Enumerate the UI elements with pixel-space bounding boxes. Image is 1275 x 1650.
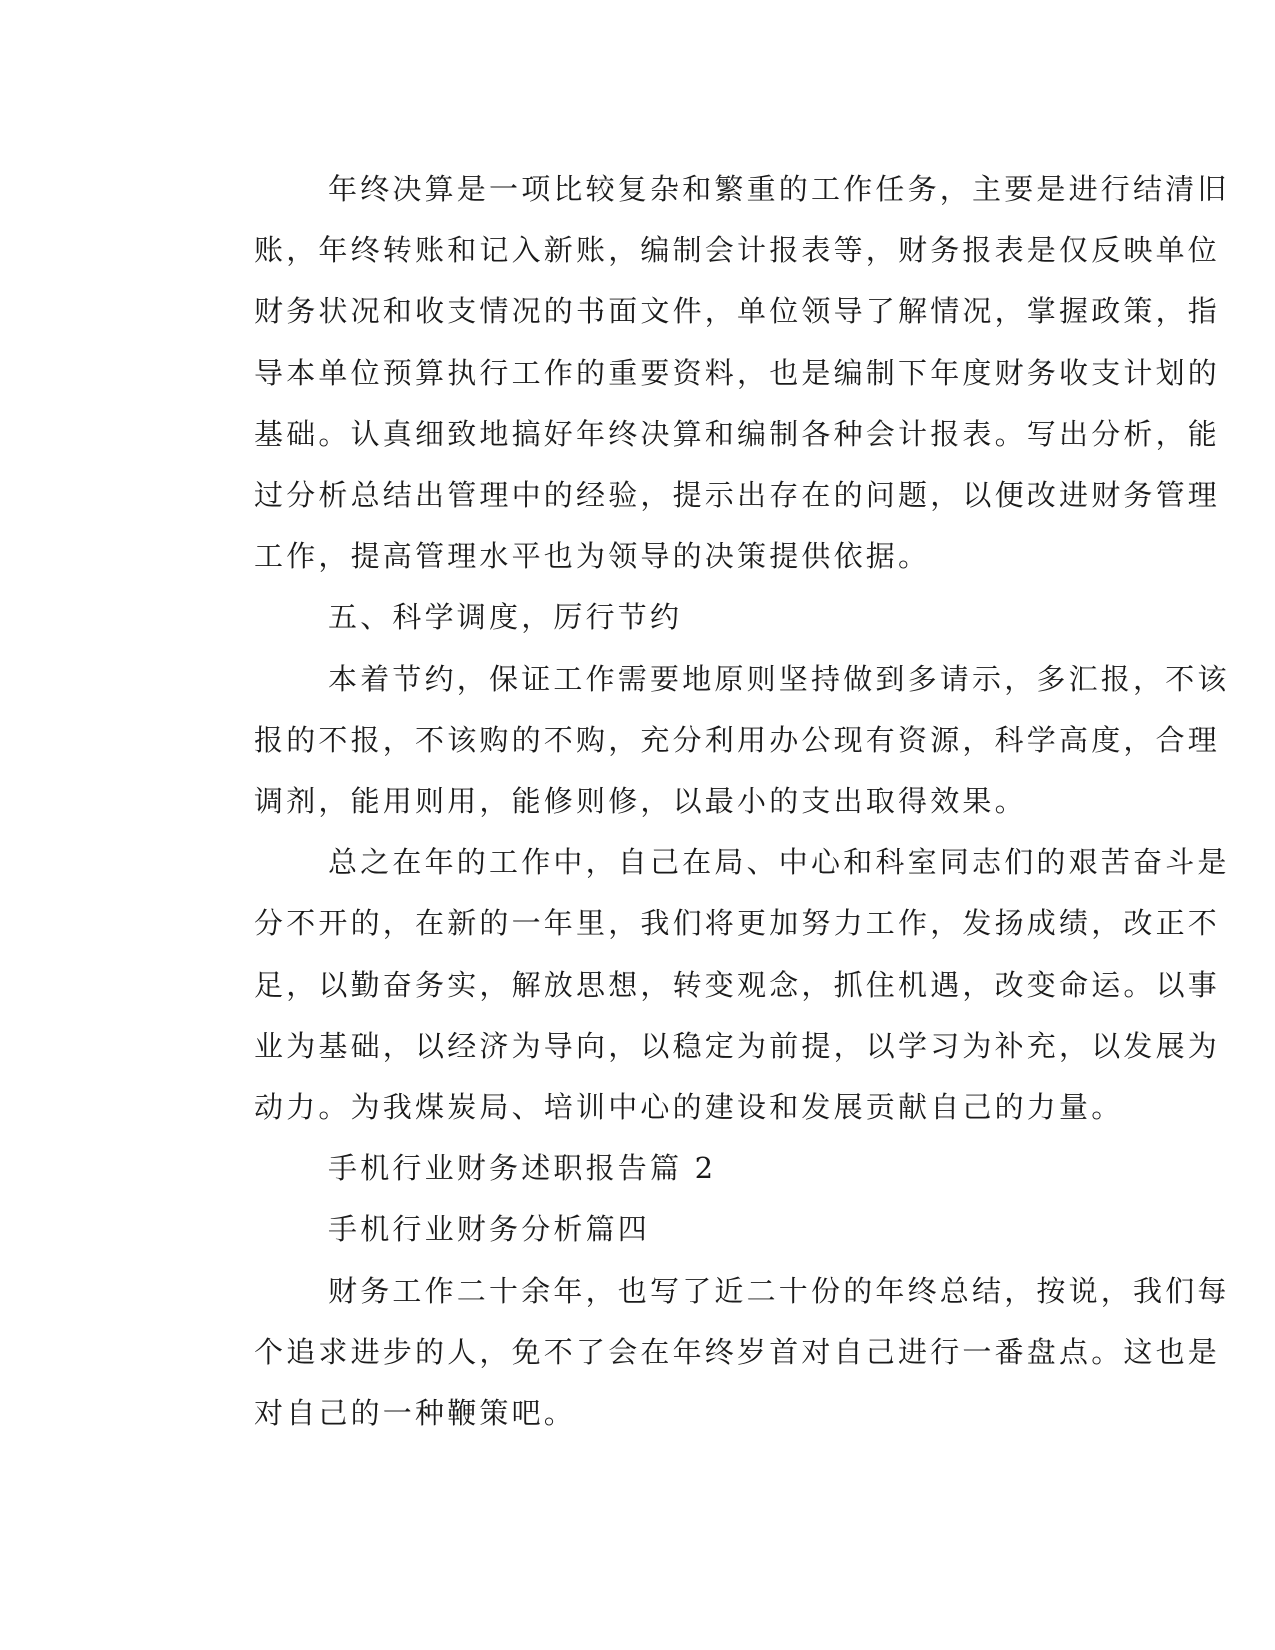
text-line: 手机行业财务分析篇四 (328, 1212, 651, 1247)
paragraph-twenty-years (190, 1261, 1230, 1445)
section-title-analysis-4 (190, 1199, 1070, 1260)
text-line: 账，年终转账和记入新账，编制会计报表等，财务报表是仅反映单位 (254, 233, 1221, 268)
text-line: 基础。认真细致地搞好年终决算和编制各种会计报表。写出分析，能 (254, 416, 1221, 451)
paragraph-summary (190, 832, 1230, 1138)
text-line: 分不开的，在新的一年里，我们将更加努力工作，发扬成绩，改正不 (254, 906, 1221, 941)
document-body (190, 159, 1230, 1444)
text-line: 五、科学调度，厉行节约 (328, 600, 683, 635)
text-line: 工作，提高管理水平也为领导的决策提供依据。 (254, 539, 931, 574)
text-line: 年终决算是一项比较复杂和繁重的工作任务，主要是进行结清旧 (328, 172, 1230, 206)
text-line: 财务状况和收支情况的书面文件，单位领导了解情况，掌握政策，指 (254, 294, 1221, 329)
text-line: 财务工作二十余年，也写了近二十份的年终总结，按说，我们每 (328, 1273, 1230, 1308)
text-line: 过分析总结出管理中的经验，提示出存在的问题，以便改进财务管理 (254, 478, 1221, 513)
section-title-report-2 (190, 1138, 1070, 1199)
paragraph-year-end-settlement (190, 159, 1230, 587)
text-line: 个追求进步的人，免不了会在年终岁首对自己进行一番盘点。这也是 (254, 1334, 1221, 1369)
text-line: 业为基础，以经济为导向，以稳定为前提，以学习为补充，以发展为 (254, 1028, 1221, 1063)
text-line: 本着节约，保证工作需要地原则坚持做到多请示，多汇报，不该 (328, 661, 1230, 696)
text-line: 对自己的一种鞭策吧。 (254, 1396, 577, 1431)
text-line: 动力。为我煤炭局、培训中心的建设和发展贡献自己的力量。 (254, 1090, 1124, 1125)
text-line: 导本单位预算执行工作的重要资料，也是编制下年度财务收支计划的 (254, 355, 1221, 390)
text-line: 手机行业财务述职报告篇 2 (328, 1151, 717, 1186)
text-line: 报的不报，不该购的不购，充分利用办公现有资源，科学高度，合理 (254, 722, 1221, 757)
text-line: 总之在年的工作中，自己在局、中心和科室同志们的艰苦奋斗是 (328, 845, 1230, 880)
section-heading-five (190, 587, 1070, 648)
text-line: 调剂，能用则用，能修则修，以最小的支出取得效果。 (254, 784, 1027, 819)
text-line: 足，以勤奋务实，解放思想，转变观念，抓住机遇，改变命运。以事 (254, 967, 1221, 1002)
paragraph-frugality (190, 649, 1230, 833)
